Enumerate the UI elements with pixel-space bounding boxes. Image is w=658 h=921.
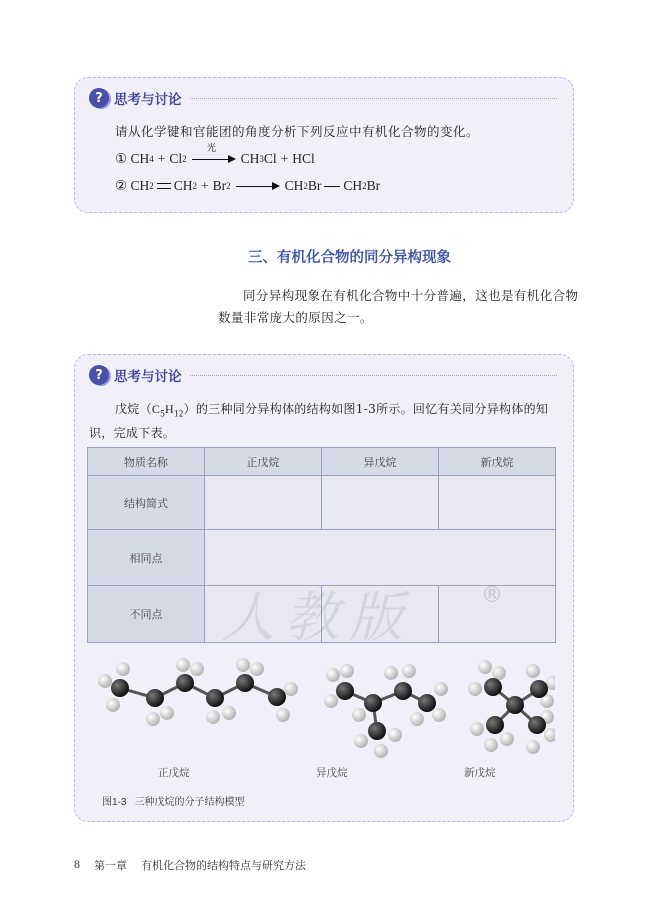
- think-discuss-box-2: [74, 354, 574, 822]
- answer-cell[interactable]: [322, 586, 439, 643]
- header-divider: [190, 375, 557, 376]
- registered-mark: ®: [481, 583, 503, 608]
- box-prompt: 戊烷$(C_5H_{12})$的三种同分异构体的结构如图1-3所示。回忆有关同分异构体的知识，完成下表。: [89, 402, 549, 441]
- answer-cell[interactable]: [205, 586, 322, 643]
- figure-caption: 图1-3 三种戊烷的分子结构模型: [102, 797, 245, 808]
- model-label: 正戊烷: [158, 767, 190, 779]
- box-header: [89, 86, 182, 110]
- row-label: 不同点: [88, 586, 205, 643]
- isopentane-model: [324, 664, 448, 758]
- pentane-formula: $C_5H_{12}$: [151, 402, 184, 419]
- answer-cell[interactable]: [205, 476, 322, 530]
- table-header: 异戊烷: [322, 448, 439, 476]
- molecule-models: [95, 653, 555, 765]
- figure-number: 图1-3: [102, 797, 127, 808]
- answer-cell[interactable]: [205, 530, 556, 586]
- table-header: 新戊烷: [439, 448, 556, 476]
- box-title: 思考与讨论: [114, 369, 182, 385]
- chapter-title: 有机化合物的结构特点与研究方法: [141, 859, 306, 872]
- equation-2: ② CH 2 CH 2 + Br 2 CH 2 Br CH 2 Br: [115, 178, 381, 193]
- table-header: 正戊烷: [205, 448, 322, 476]
- answer-cell[interactable]: [322, 476, 439, 530]
- box-header: [89, 363, 182, 387]
- think-discuss-icon: ?: [89, 88, 109, 108]
- header-divider: [190, 98, 557, 99]
- think-discuss-icon: ?: [89, 365, 109, 385]
- row-label: 相同点: [88, 530, 205, 586]
- section-title: 三、有机化合物的同分异构现象: [248, 250, 451, 266]
- double-bond: [157, 183, 171, 189]
- section-intro: 同分异构现象在有机化合物中十分普遍，这也是有机化合物数量非常庞大的原因之一。: [218, 288, 579, 325]
- reaction-condition: 光: [206, 143, 217, 154]
- neopentane-model: [468, 660, 555, 754]
- row-label: 结构简式: [88, 476, 205, 530]
- page-number: 8: [74, 857, 80, 871]
- box-prompt: 请从化学键和官能团的角度分析下列反应中有机化合物的变化。: [115, 124, 480, 139]
- model-label: 新戊烷: [464, 767, 496, 779]
- reaction-arrow: [236, 181, 280, 191]
- answer-cell[interactable]: [439, 476, 556, 530]
- equation-1: ① CH 4 + Cl 2 光 CH 3 Cl + HCl: [115, 151, 315, 167]
- isomer-table: [87, 447, 556, 643]
- box-title: 思考与讨论: [114, 92, 182, 108]
- reaction-arrow: [192, 143, 236, 164]
- page-footer: [74, 857, 306, 873]
- single-bond: [324, 186, 340, 187]
- think-discuss-box-1: [74, 77, 574, 213]
- chapter-label: 第一章: [94, 859, 127, 872]
- model-label: 异戊烷: [316, 767, 348, 779]
- table-header: 物质名称: [88, 448, 205, 476]
- n-pentane-model: [98, 658, 298, 726]
